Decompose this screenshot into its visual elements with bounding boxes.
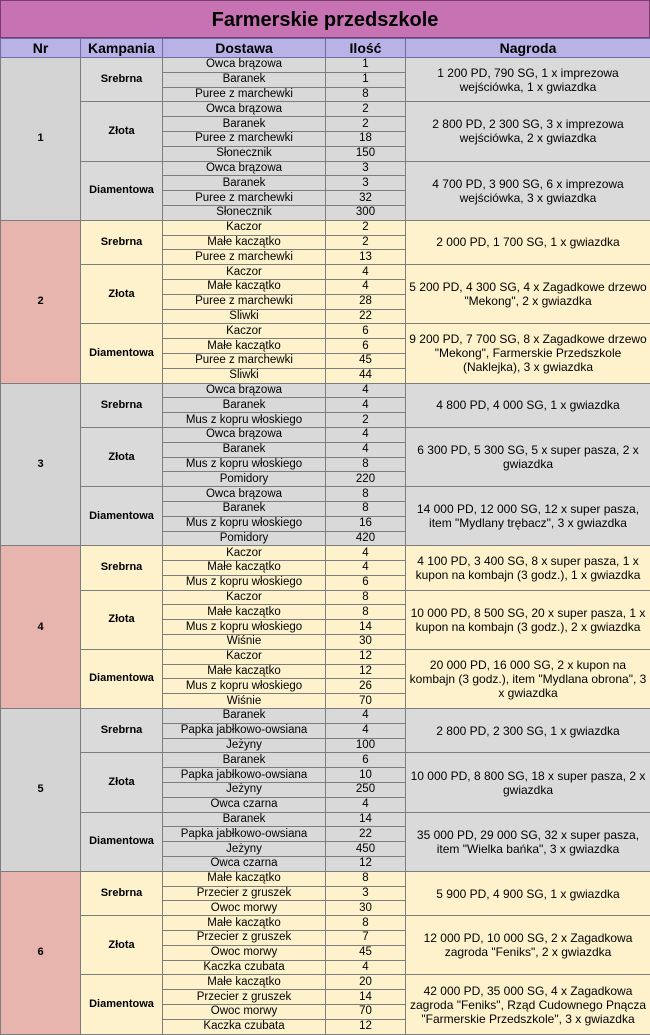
delivery-item-cell: Owca brązowa bbox=[163, 427, 326, 442]
delivery-item-cell: Mus z kopru włoskiego bbox=[163, 457, 326, 472]
delivery-item-cell: Słonecznik bbox=[163, 146, 326, 161]
delivery-item-cell: Kaczka czubata bbox=[163, 960, 326, 975]
table-row bbox=[1, 427, 650, 442]
campaign-cell: Diamentowa bbox=[81, 324, 163, 383]
delivery-item-cell: Baranek bbox=[163, 501, 326, 516]
delivery-item-cell: Owca brązowa bbox=[163, 58, 326, 73]
quantity-cell: 8 bbox=[326, 871, 406, 886]
delivery-item-cell: Papka jabłkowo-owsiana bbox=[163, 768, 326, 783]
quantity-cell: 2 bbox=[326, 235, 406, 250]
quantity-cell: 45 bbox=[326, 353, 406, 368]
quantity-cell: 2 bbox=[326, 117, 406, 132]
quantity-cell: 12 bbox=[326, 857, 406, 872]
level-number-cell: 1 bbox=[1, 58, 81, 221]
quantity-cell: 4 bbox=[326, 723, 406, 738]
delivery-item-cell: Kaczor bbox=[163, 324, 326, 339]
level-number-cell: 6 bbox=[1, 871, 81, 1034]
campaign-cell: Srebrna bbox=[81, 709, 163, 753]
delivery-item-cell: Przecier z gruszek bbox=[163, 886, 326, 901]
quantity-cell: 16 bbox=[326, 516, 406, 531]
quantity-cell: 150 bbox=[326, 146, 406, 161]
quantity-cell: 45 bbox=[326, 945, 406, 960]
table-row bbox=[1, 161, 650, 176]
quantity-cell: 4 bbox=[326, 427, 406, 442]
campaign-cell: Złota bbox=[81, 265, 163, 324]
delivery-item-cell: Puree z marchewki bbox=[163, 250, 326, 265]
reward-cell: 10 000 PD, 8 800 SG, 18 x super pasza, 2 x gwiazdka bbox=[406, 753, 650, 812]
quantity-cell: 2 bbox=[326, 413, 406, 428]
delivery-item-cell: Mus z kopru włoskiego bbox=[163, 413, 326, 428]
quantity-cell: 8 bbox=[326, 605, 406, 620]
delivery-item-cell: Baranek bbox=[163, 709, 326, 724]
delivery-item-cell: Papka jabłkowo-owsiana bbox=[163, 827, 326, 842]
quantity-cell: 450 bbox=[326, 842, 406, 857]
table-row bbox=[1, 709, 650, 724]
quantity-cell: 30 bbox=[326, 901, 406, 916]
delivery-item-cell: Baranek bbox=[163, 176, 326, 191]
quantity-cell: 70 bbox=[326, 694, 406, 709]
campaign-cell: Złota bbox=[81, 102, 163, 161]
quantity-cell: 4 bbox=[326, 398, 406, 413]
delivery-item-cell: Baranek bbox=[163, 753, 326, 768]
header-ilosc: Ilość bbox=[326, 39, 406, 58]
delivery-item-cell: Śliwki bbox=[163, 368, 326, 383]
reward-cell: 5 200 PD, 4 300 SG, 4 x Zagadkowe drzewo "Mekong", 2 x gwiazdka bbox=[406, 265, 650, 324]
quantity-cell: 6 bbox=[326, 575, 406, 590]
table-row bbox=[1, 649, 650, 664]
delivery-item-cell: Owca brązowa bbox=[163, 161, 326, 176]
delivery-item-cell: Owca czarna bbox=[163, 797, 326, 812]
delivery-item-cell: Słonecznik bbox=[163, 205, 326, 220]
delivery-item-cell: Baranek bbox=[163, 72, 326, 87]
quantity-cell: 4 bbox=[326, 546, 406, 561]
quantity-cell: 3 bbox=[326, 176, 406, 191]
quantity-cell: 220 bbox=[326, 472, 406, 487]
reward-cell: 1 200 PD, 790 SG, 1 x imprezowa wejściówka, 1 x gwiazdka bbox=[406, 58, 650, 102]
campaign-cell: Diamentowa bbox=[81, 812, 163, 871]
reward-cell: 4 800 PD, 4 000 SG, 1 x gwiazdka bbox=[406, 383, 650, 427]
delivery-item-cell: Owca brązowa bbox=[163, 383, 326, 398]
table-row bbox=[1, 590, 650, 605]
reward-cell: 2 800 PD, 2 300 SG, 3 x imprezowa wejściówka, 2 x gwiazdka bbox=[406, 102, 650, 161]
delivery-item-cell: Małe kaczątko bbox=[163, 664, 326, 679]
quantity-cell: 8 bbox=[326, 590, 406, 605]
delivery-item-cell: Kaczor bbox=[163, 265, 326, 280]
delivery-item-cell: Małe kaczątko bbox=[163, 235, 326, 250]
table-row bbox=[1, 58, 650, 73]
quantity-cell: 6 bbox=[326, 339, 406, 354]
campaign-cell: Złota bbox=[81, 590, 163, 649]
quantity-cell: 6 bbox=[326, 753, 406, 768]
quantity-cell: 44 bbox=[326, 368, 406, 383]
quantity-cell: 4 bbox=[326, 797, 406, 812]
delivery-item-cell: Baranek bbox=[163, 812, 326, 827]
delivery-item-cell: Przecier z gruszek bbox=[163, 990, 326, 1005]
level-number-cell: 3 bbox=[1, 383, 81, 546]
delivery-item-cell: Baranek bbox=[163, 398, 326, 413]
delivery-item-cell: Mus z kopru włoskiego bbox=[163, 516, 326, 531]
delivery-item-cell: Małe kaczątko bbox=[163, 561, 326, 576]
quantity-cell: 22 bbox=[326, 827, 406, 842]
quantity-cell: 2 bbox=[326, 102, 406, 117]
reward-cell: 2 000 PD, 1 700 SG, 1 x gwiazdka bbox=[406, 220, 650, 264]
delivery-item-cell: Przecier z gruszek bbox=[163, 931, 326, 946]
delivery-item-cell: Małe kaczątko bbox=[163, 279, 326, 294]
level-number-cell: 5 bbox=[1, 709, 81, 872]
delivery-item-cell: Puree z marchewki bbox=[163, 131, 326, 146]
delivery-item-cell: Mus z kopru włoskiego bbox=[163, 679, 326, 694]
delivery-item-cell: Jeżyny bbox=[163, 842, 326, 857]
delivery-item-cell: Wiśnie bbox=[163, 694, 326, 709]
quantity-cell: 6 bbox=[326, 324, 406, 339]
quantity-cell: 26 bbox=[326, 679, 406, 694]
delivery-item-cell: Jeżyny bbox=[163, 738, 326, 753]
quantity-cell: 12 bbox=[326, 664, 406, 679]
campaign-cell: Srebrna bbox=[81, 546, 163, 590]
delivery-item-cell: Owoc morwy bbox=[163, 945, 326, 960]
reward-cell: 14 000 PD, 12 000 SG, 12 x super pasza, item "Mydlany trębacz", 3 x gwiazdka bbox=[406, 487, 650, 546]
quantity-cell: 14 bbox=[326, 620, 406, 635]
delivery-item-cell: Kaczor bbox=[163, 649, 326, 664]
delivery-item-cell: Kaczor bbox=[163, 590, 326, 605]
table-row bbox=[1, 546, 650, 561]
delivery-item-cell: Jeżyny bbox=[163, 783, 326, 798]
header-dostawa: Dostawa bbox=[163, 39, 326, 58]
quantity-cell: 14 bbox=[326, 990, 406, 1005]
table-row bbox=[1, 975, 650, 990]
quantity-cell: 8 bbox=[326, 457, 406, 472]
quantity-cell: 4 bbox=[326, 265, 406, 280]
delivery-item-cell: Owoc morwy bbox=[163, 901, 326, 916]
delivery-item-cell: Owoc morwy bbox=[163, 1005, 326, 1020]
campaign-cell: Srebrna bbox=[81, 220, 163, 264]
delivery-item-cell: Małe kaczątko bbox=[163, 975, 326, 990]
table-row bbox=[1, 324, 650, 339]
campaign-cell: Złota bbox=[81, 753, 163, 812]
quantity-cell: 20 bbox=[326, 975, 406, 990]
table-row bbox=[1, 383, 650, 398]
campaign-cell: Srebrna bbox=[81, 871, 163, 915]
reward-cell: 4 100 PD, 3 400 SG, 8 x super pasza, 1 x kupon na kombajn (3 godz.), 1 x gwiazdka bbox=[406, 546, 650, 590]
quantity-cell: 250 bbox=[326, 783, 406, 798]
table-row bbox=[1, 871, 650, 886]
table-row bbox=[1, 487, 650, 502]
quantity-cell: 8 bbox=[326, 916, 406, 931]
delivery-item-cell: Wiśnie bbox=[163, 635, 326, 650]
reward-cell: 20 000 PD, 16 000 SG, 2 x kupon na kombajn (3 godz.), item "Mydlana obrona", 3 x gwiazdka bbox=[406, 649, 650, 708]
quantity-cell: 22 bbox=[326, 309, 406, 324]
quantity-cell: 3 bbox=[326, 161, 406, 176]
table-row bbox=[1, 265, 650, 280]
quantity-cell: 28 bbox=[326, 294, 406, 309]
quantity-cell: 1 bbox=[326, 72, 406, 87]
delivery-item-cell: Baranek bbox=[163, 442, 326, 457]
sheet-title: Farmerskie przedszkole bbox=[0, 0, 650, 38]
delivery-item-cell: Owca czarna bbox=[163, 857, 326, 872]
quantity-cell: 1 bbox=[326, 58, 406, 73]
delivery-item-cell: Kaczor bbox=[163, 220, 326, 235]
delivery-item-cell: Mus z kopru włoskiego bbox=[163, 575, 326, 590]
reward-cell: 42 000 PD, 35 000 SG, 4 x Zagadkowa zagroda "Feniks", Rząd Cudownego Pnącza "Farmerskie Przedszkole", 3 x gwiazdka bbox=[406, 975, 650, 1034]
quantity-cell: 14 bbox=[326, 812, 406, 827]
reward-cell: 4 700 PD, 3 900 SG, 6 x imprezowa wejściówka, 3 x gwiazdka bbox=[406, 161, 650, 220]
delivery-item-cell: Kaczka czubata bbox=[163, 1019, 326, 1034]
quantity-cell: 4 bbox=[326, 709, 406, 724]
reward-cell: 35 000 PD, 29 000 SG, 32 x super pasza, item "Wielka bańka", 3 x gwiazdka bbox=[406, 812, 650, 871]
delivery-item-cell: Puree z marchewki bbox=[163, 353, 326, 368]
campaign-cell: Diamentowa bbox=[81, 975, 163, 1034]
delivery-item-cell: Pomidory bbox=[163, 472, 326, 487]
header-nr: Nr bbox=[1, 39, 81, 58]
quantity-cell: 3 bbox=[326, 886, 406, 901]
quantity-cell: 2 bbox=[326, 220, 406, 235]
quantity-cell: 100 bbox=[326, 738, 406, 753]
delivery-item-cell: Małe kaczątko bbox=[163, 605, 326, 620]
reward-cell: 2 800 PD, 2 300 SG, 1 x gwiazdka bbox=[406, 709, 650, 753]
quantity-cell: 420 bbox=[326, 531, 406, 546]
quantity-cell: 8 bbox=[326, 87, 406, 102]
delivery-item-cell: Pomidory bbox=[163, 531, 326, 546]
campaign-cell: Diamentowa bbox=[81, 487, 163, 546]
campaign-cell: Srebrna bbox=[81, 383, 163, 427]
reward-cell: 12 000 PD, 10 000 SG, 2 x Zagadkowa zagroda "Feniks", 2 x gwiazdka bbox=[406, 916, 650, 975]
campaign-cell: Diamentowa bbox=[81, 161, 163, 220]
campaign-table bbox=[0, 38, 650, 1035]
table-row bbox=[1, 812, 650, 827]
delivery-item-cell: Owca brązowa bbox=[163, 102, 326, 117]
table-row bbox=[1, 220, 650, 235]
delivery-item-cell: Puree z marchewki bbox=[163, 191, 326, 206]
quantity-cell: 18 bbox=[326, 131, 406, 146]
delivery-item-cell: Puree z marchewki bbox=[163, 87, 326, 102]
reward-cell: 5 900 PD, 4 900 SG, 1 x gwiazdka bbox=[406, 871, 650, 915]
quantity-cell: 300 bbox=[326, 205, 406, 220]
level-number-cell: 4 bbox=[1, 546, 81, 709]
quantity-cell: 4 bbox=[326, 383, 406, 398]
campaign-cell: Złota bbox=[81, 916, 163, 975]
quantity-cell: 70 bbox=[326, 1005, 406, 1020]
campaign-cell: Diamentowa bbox=[81, 649, 163, 708]
quantity-cell: 8 bbox=[326, 487, 406, 502]
delivery-item-cell: Kaczor bbox=[163, 546, 326, 561]
campaign-cell: Złota bbox=[81, 427, 163, 486]
quantity-cell: 12 bbox=[326, 1019, 406, 1034]
table-row bbox=[1, 753, 650, 768]
level-number-cell: 2 bbox=[1, 220, 81, 383]
delivery-item-cell: Owca brązowa bbox=[163, 487, 326, 502]
reward-cell: 10 000 PD, 8 500 SG, 20 x super pasza, 1 x kupon na kombajn (3 godz.), 2 x gwiazdka bbox=[406, 590, 650, 649]
delivery-item-cell: Mus z kopru włoskiego bbox=[163, 620, 326, 635]
header-row bbox=[1, 39, 650, 58]
quantity-cell: 4 bbox=[326, 279, 406, 294]
delivery-item-cell: Puree z marchewki bbox=[163, 294, 326, 309]
quantity-cell: 4 bbox=[326, 561, 406, 576]
quantity-cell: 4 bbox=[326, 442, 406, 457]
campaign-cell: Srebrna bbox=[81, 58, 163, 102]
delivery-item-cell: Baranek bbox=[163, 117, 326, 132]
quantity-cell: 10 bbox=[326, 768, 406, 783]
delivery-item-cell: Małe kaczątko bbox=[163, 871, 326, 886]
quantity-cell: 7 bbox=[326, 931, 406, 946]
table-body bbox=[1, 58, 650, 1035]
delivery-item-cell: Małe kaczątko bbox=[163, 339, 326, 354]
quantity-cell: 32 bbox=[326, 191, 406, 206]
quantity-cell: 8 bbox=[326, 501, 406, 516]
reward-cell: 6 300 PD, 5 300 SG, 5 x super pasza, 2 x gwiazdka bbox=[406, 427, 650, 486]
quantity-cell: 12 bbox=[326, 649, 406, 664]
quantity-cell: 13 bbox=[326, 250, 406, 265]
header-nagroda: Nagroda bbox=[406, 39, 650, 58]
delivery-item-cell: Papka jabłkowo-owsiana bbox=[163, 723, 326, 738]
delivery-item-cell: Małe kaczątko bbox=[163, 916, 326, 931]
header-kampania: Kampania bbox=[81, 39, 163, 58]
reward-cell: 9 200 PD, 7 700 SG, 8 x Zagadkowe drzewo "Mekong", Farmerskie Przedszkole (Naklejka), 3 x gwiazdka bbox=[406, 324, 650, 383]
quantity-cell: 4 bbox=[326, 960, 406, 975]
table-row bbox=[1, 102, 650, 117]
table-row bbox=[1, 916, 650, 931]
delivery-item-cell: Śliwki bbox=[163, 309, 326, 324]
quantity-cell: 30 bbox=[326, 635, 406, 650]
